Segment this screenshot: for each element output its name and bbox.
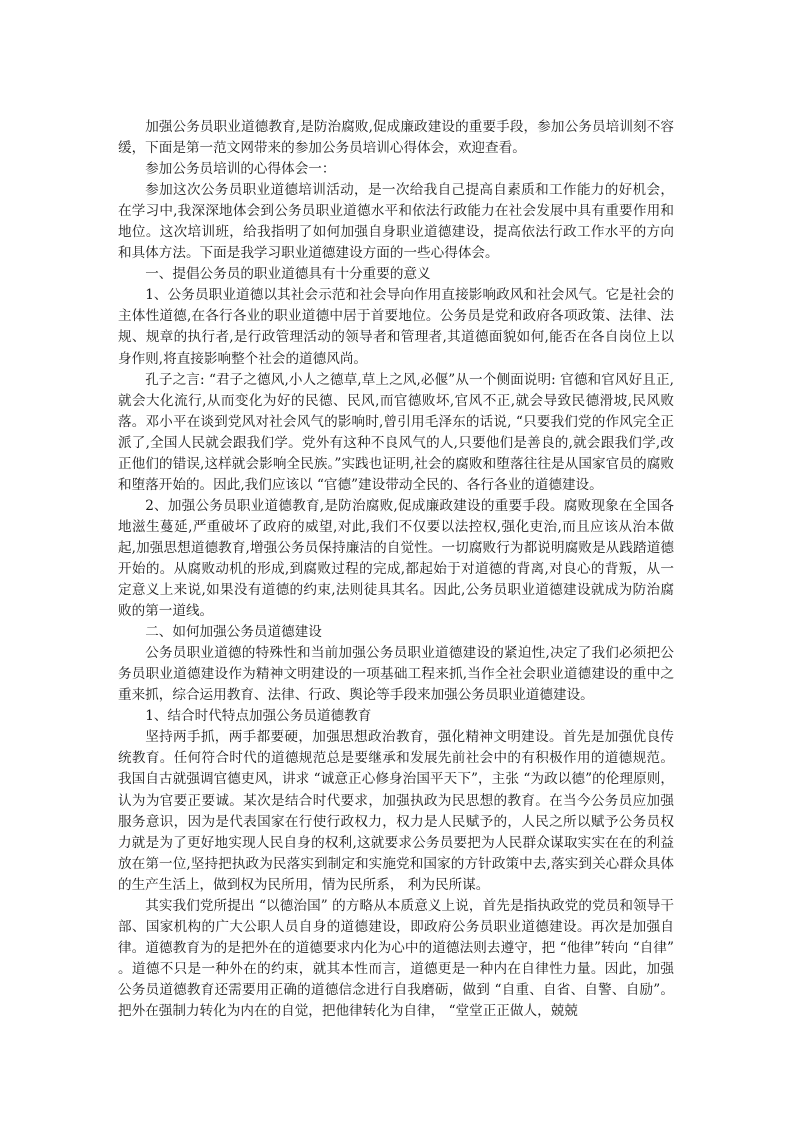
- body-paragraph: 2、加强公务员职业道德教育,是防治腐败,促成廉政建设的重要手段。腐败现象在全国各地滋生蔓延,严重破坏了政府的威望,对此,我们不仅要以法控权,强化吏治,而且应该从治本做起,加强思想道德教育,增强公务员保持廉洁的自觉性。一切腐败行为都说明腐败是从践踏道德开始的。从腐败动机的形成,到腐败过程的完成,都起始于对道德的背离,对良心的背叛，从一定意义上来说,如果没有道德的约束,法则徒具其名。因此,公务员职业道德建设就成为防治腐败的第一道线。: [118, 497, 674, 620]
- body-paragraph: 坚持两手抓，两手都要硬，加强思想政治教育，强化精神文明建设。首先是加强优良传统教育。任何符合时代的道德规范总是要继承和发展先前社会中的有积极作用的道德规范。我国自古就强调官德吏风，讲求 “诚意正心修身治国平天下”，主张 “为政以德”的伦理原则，认为为官要正要诚。某次是结合时代要求，加强执政为民思想的教育。在当今公务员应加强服务意识，因为是代表国家在行使行政权力，权力是人民赋予的，人民之所以赋予公务员权力就是为了更好地实现人民自身的权利,这就要求公务员要把为人民群众谋取实实在在的利益放在第一位,坚持把执政为民落实到制定和实施党和国家的方针政策中去,落实到关心群众具体的生产生活上，做到权为民所用，情为民所系， 利为民所谋。: [118, 729, 674, 893]
- document-body: [118, 117, 674, 1022]
- intro-paragraph: 加强公务员职业道德教育,是防治腐败,促成廉政建设的重要手段，参加公务员培训刻不容缓，下面是第一范文网带来的参加公务员培训心得体会，欢迎查看。: [118, 119, 674, 157]
- body-paragraph: 其实我们党所提出 “以德治国” 的方略从本质意义上说，首先是指执政党的党员和领导干部、国家机构的广大公职人员自身的道德建设，即政府公务员职业道德建设。再次是加强自律。道德教育为的是把外在的道德要求内化为心中的道德法则去遵守，把 “他律”转向 “自律” 。道德不只是一种外在的约束，就其本性而言，道德更是一种内在自律性力量。因此，加强公务员道德教育还需要用正确的道德信念进行自我磨砺，做到 “自重、自省、自警、自励”。把外在强制力转化为内在的自觉，把他律转化为自律， “堂堂正正做人，兢兢: [118, 897, 674, 1019]
- body-paragraph: 参加这次公务员职业道德培训活动，是一次给我自己提高自素质和工作能力的好机会，在学习中,我深深地体会到公务员职业道德水平和依法行政能力在社会发展中具有重要作用和地位。这次培训班，给我指明了如何加强自身职业道德建设，提高依法行政工作水平的方向和具体方法。下面是我学习职业道德建设方面的一些心得体会。: [118, 182, 674, 262]
- body-paragraph: 孔子之言: “君子之德风,小人之德草,草上之风,必偃”从一个侧面说明: 官德和官风好且正,就会大化流行,从而变化为好的民德、民风,而官德败坏,官风不正,就会导致民德滑坡,民风败落。邓小平在谈到党风对社会风气的影响时,曾引用毛泽东的话说, “只要我们党的作风完全正派了,全国人民就会跟我们学。党外有这种不良风气的人,只要他们是善良的,就会跟我们学,改正他们的错误,这样就会影响全民族。”实践也证明,社会的腐败和堕落往往是从国家官员的腐败和堕落开始的。因此,我们应该以 “官德”建设带动全民的、各行各业的道德建设。: [118, 371, 674, 493]
- heading-1: 一、提倡公务员的职业道德具有十分重要的意义: [145, 266, 431, 283]
- subheading: 1、结合时代特点加强公务员道德教育: [145, 708, 372, 725]
- body-paragraph: 1、公务员职业道德以其社会示范和社会导向作用直接影响政风和社会风气。它是社会的主体性道德,在各行各业的职业道德中居于首要地位。公务员是党和政府各项政策、法律、法规、规章的执行者,是行政管理活动的领导者和管理者,其道德面貌如何,能否在各自岗位上以身作则,将直接影响整个社会的道德风尚。: [118, 287, 674, 367]
- heading-2: 二、如何加强公务员道德建设: [145, 624, 322, 641]
- body-paragraph: 公务员职业道德的特殊性和当前加强公务员职业道德建设的紧迫性,决定了我们必须把公务员职业道德建设作为精神文明建设的一项基础工程来抓,当作全社会职业道德建设的重中之重来抓，综合运用教育、法律、行政、舆论等手段来加强公务员职业道德建设。: [118, 645, 674, 704]
- section-title: 参加公务员培训的心得体会一：: [145, 161, 336, 178]
